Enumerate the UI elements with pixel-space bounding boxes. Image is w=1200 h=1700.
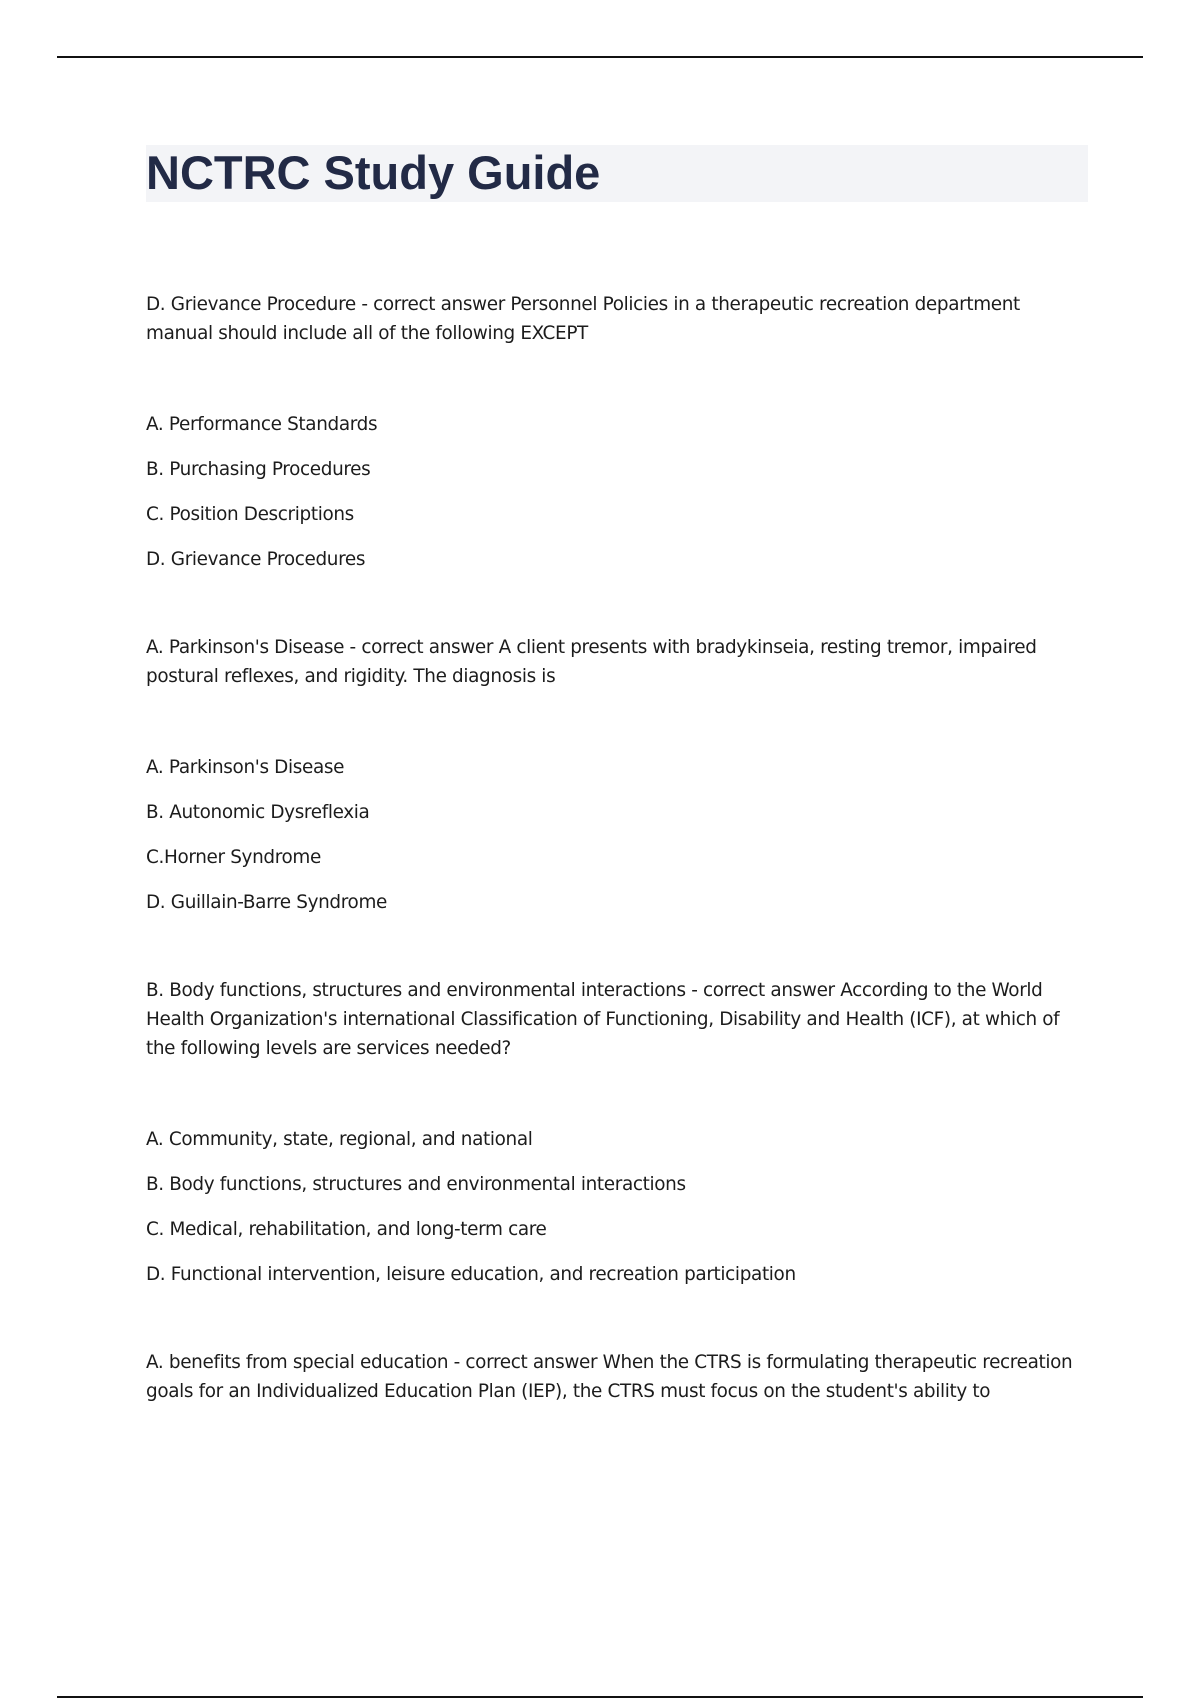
question-text: A. benefits from special education - correct answer When the CTRS is formulating therapeutic recreation goals for an Individualized Education Plan (IEP), the CTRS must focus on the student's ability to [146, 1352, 1073, 1402]
answer-option: D. Functional intervention, leisure education, and recreation participation [146, 1264, 796, 1285]
answer-option: D. Guillain-Barre Syndrome [146, 892, 387, 913]
answer-option: A. Parkinson's Disease [146, 757, 345, 778]
answer-options [146, 1125, 1091, 1290]
answer-option: C. Medical, rehabilitation, and long-term care [146, 1219, 547, 1240]
answer-option: B. Body functions, structures and environmental interactions [146, 1174, 686, 1195]
answer-options [146, 410, 1091, 575]
answer-option: A. Community, state, regional, and national [146, 1129, 533, 1150]
qa-block [146, 976, 1091, 1290]
answer-option: B. Purchasing Procedures [146, 459, 371, 480]
qa-block [146, 290, 1091, 575]
answer-option: B. Autonomic Dysreflexia [146, 802, 370, 823]
study-guide-content [146, 290, 1091, 1468]
question-text: D. Grievance Procedure - correct answer Personnel Policies in a therapeutic recreation department manual should include all of the following EXCEPT [146, 294, 1020, 344]
answer-option: C.Horner Syndrome [146, 847, 321, 868]
page-title: NCTRC Study Guide [146, 146, 601, 199]
question-text: A. Parkinson's Disease - correct answer A client presents with bradykinseia, resting tremor, impaired postural reflexes, and rigidity. The diagnosis is [146, 637, 1037, 687]
header-rule [57, 56, 1143, 58]
qa-block [146, 1348, 1091, 1406]
answer-option: A. Performance Standards [146, 414, 378, 435]
qa-block [146, 633, 1091, 918]
question-text: B. Body functions, structures and environmental interactions - correct answer According to the World Health Organization's international Classification of Functioning, Disability and Health (ICF), at which of the following levels are services needed? [146, 980, 1060, 1059]
answer-options [146, 753, 1091, 918]
footer-rule [57, 1696, 1143, 1698]
answer-option: D. Grievance Procedures [146, 549, 366, 570]
answer-option: C. Position Descriptions [146, 504, 354, 525]
